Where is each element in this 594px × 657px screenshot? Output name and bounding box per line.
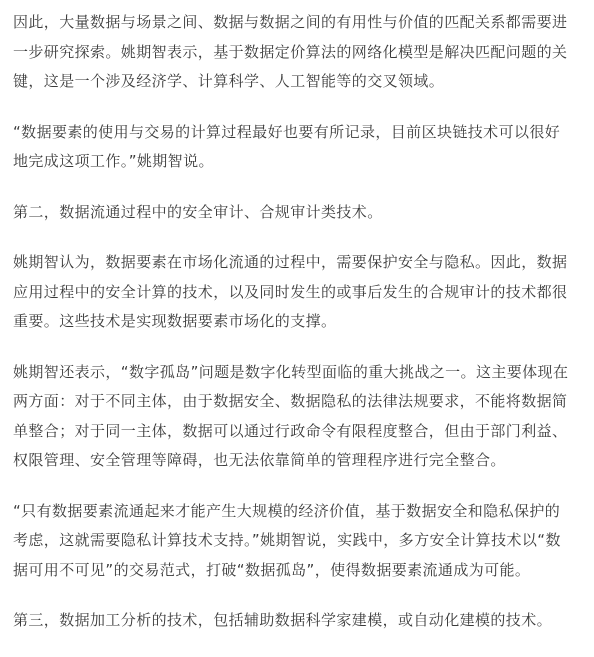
text-line: 姚期智认为，数据要素在市场化流通的过程中，需要保护安全与隐私。因此，数据 [13,253,568,271]
text-line: 地完成这项工作。”姚期智说。 [13,152,214,170]
text-line: 考虑，这就需要隐私计算技术支持。”姚期智说，实践中，多方安全计算技术以“数 [13,531,561,549]
text-line: 因此，大量数据与场景之间、数据与数据之间的有用性与价值的匹配关系都需要进 [13,13,568,31]
text-line: 两方面：对于不同主体，由于数据安全、数据隐私的法律法规要求，不能将数据简 [13,392,568,410]
paragraph-2-quote [13,118,581,177]
text-line: 重要。这些技术是实现数据要素市场化的支撑。 [13,312,337,330]
text-line: 应用过程中的安全计算的技术，以及同时发生的或事后发生的合规审计的技术都很 [13,282,568,301]
text-line: 据可用不可见”的交易范式，打破“数据孤岛”，使得数据要素流通成为可能。 [13,560,531,579]
text-line: 单整合；对于同一主体，数据可以通过行政命令有限程度整合，但由于部门利益、 [13,421,568,440]
text-line: “只有数据要素流通起来才能产生大规模的经济价值，基于数据安全和隐私保护的 [13,501,561,520]
text-line: 第三，数据加工分析的技术，包括辅助数据科学家建模，或自动化建模的技术。 [13,611,553,629]
paragraph-5 [13,358,581,476]
paragraph-1 [13,8,581,97]
text-line: 第二，数据流通过程中的安全审计、合规审计类技术。 [13,202,383,221]
paragraph-7-section-heading [13,606,581,636]
text-line: “数据要素的使用与交易的计算过程最好也要有所记录，目前区块链技术可以很好 [13,122,561,141]
paragraph-3-section-heading [13,198,581,228]
text-line: 一步研究探索。姚期智表示，基于数据定价算法的网络化模型是解决匹配问题的关 [13,42,568,61]
paragraph-6-quote [13,497,581,586]
paragraph-4 [13,248,581,337]
text-line: 键，这是一个涉及经济学、计算科学、人工智能等的交叉领域。 [13,72,445,90]
text-line: 姚期智还表示，“数字孤岛”问题是数字化转型面临的重大挑战之一。这主要体现在 [13,362,569,381]
article-body [13,8,581,657]
text-line: 权限管理、安全管理等障碍，也无法依靠简单的管理程序进行完全整合。 [13,451,506,469]
